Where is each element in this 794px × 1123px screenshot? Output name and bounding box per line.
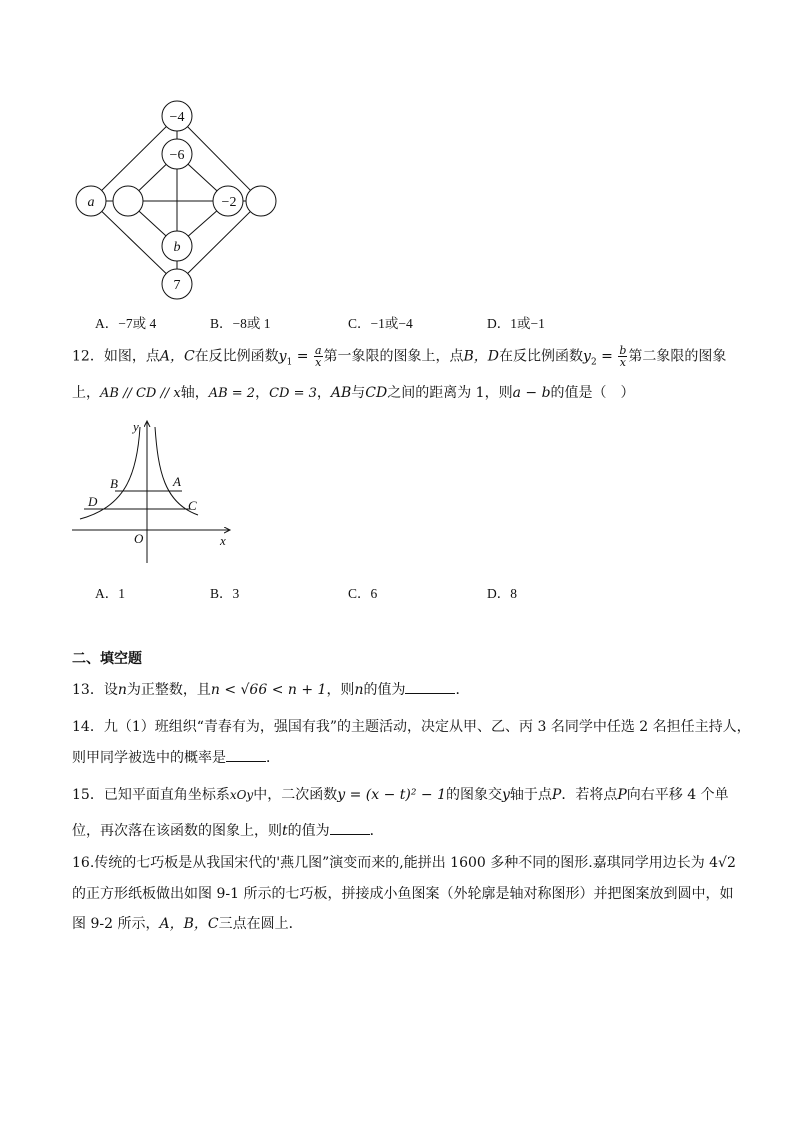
q11-option-b[interactable]: B．−8或 1 [210, 316, 271, 331]
q13-text: 的值为 [363, 682, 406, 698]
frac-den: x [619, 356, 626, 369]
comma: ， [255, 385, 270, 401]
q12-option-d[interactable]: D．8 [487, 586, 517, 601]
node-top-label: −4 [169, 110, 185, 125]
equals: = [292, 348, 313, 365]
points-b-d: B，D [463, 348, 500, 365]
label-b: B [110, 476, 118, 491]
q16-line2: 的正方形纸板做出如图 9-1 所示的七巧板，拼接成小鱼图案（外轮廓是轴对称图形）并把图案放到圆中，如 [72, 886, 734, 902]
q14-line2 [72, 747, 280, 768]
q12-text: 第二象限的图象 [628, 348, 727, 365]
period: ． [455, 682, 470, 698]
sub-1: 1 [286, 357, 293, 368]
frac-num: a [314, 344, 322, 357]
q11-number-diagram [70, 100, 285, 300]
q15-text: 向右平移 4 个单 [626, 787, 729, 803]
q12-text: 12．如图，点 [72, 348, 160, 365]
period: ． [266, 750, 280, 766]
q12-text: 轴， [180, 385, 209, 401]
var-t: t [282, 823, 288, 839]
label-d: D [88, 494, 98, 509]
q13-text: ，则 [326, 682, 355, 698]
q12-text: 在反比例函数 [194, 348, 279, 365]
q16-line3 [72, 914, 303, 934]
label-o: O [134, 531, 144, 546]
node-upper-label: −6 [169, 148, 185, 163]
node-right-outer [246, 186, 276, 216]
inequality: n < √66 < n + 1 [210, 682, 327, 698]
q16-line1: 16.传统的七巧板是从我国宋代的'燕几图”演变而来的,能拼出 1600 多种不同的图形.嘉琪同学用边长为 4√2 [72, 855, 736, 871]
q12-text: 的值是（ ） [550, 385, 635, 401]
point-p: P [551, 787, 562, 803]
q13-text: 13．设 [72, 682, 118, 698]
q15-text: 中，二次函数 [253, 787, 338, 803]
q12-option-c[interactable]: C．6 [348, 586, 378, 601]
node-bottom-label: 7 [173, 278, 181, 293]
q16-text: 三点在圆上． [218, 916, 303, 932]
segment-cd: CD [365, 385, 388, 401]
period: ． [369, 823, 384, 839]
section-heading: 二、填空题 [72, 651, 142, 667]
q12-text: 在反比例函数 [499, 348, 584, 365]
label-a: A [173, 474, 181, 489]
q13-answer-blank[interactable] [405, 679, 455, 694]
q13 [72, 679, 469, 700]
q15-text: 轴于点 [509, 787, 552, 803]
var-y2: y [583, 348, 591, 365]
q16-text: 图 9-2 所示， [72, 916, 160, 932]
points-abc: A，B，C [159, 916, 219, 932]
q12-text: 上， [72, 385, 100, 401]
var-y1: y [278, 348, 287, 365]
q14-answer-blank[interactable] [226, 747, 266, 762]
q12-text: 与 [351, 385, 366, 401]
q12-text: 之间的距离为 1，则 [387, 385, 513, 401]
frac-den: x [315, 356, 322, 369]
fraction-a-over-x [314, 345, 323, 368]
q15-text: 的图象交 [446, 787, 502, 803]
sub-2: 2 [590, 357, 597, 368]
var-n: n [354, 682, 364, 698]
q12-line1 [72, 345, 726, 372]
q12-option-b[interactable]: B．3 [210, 586, 240, 601]
equals: = [596, 348, 618, 365]
coord-system: xOy [229, 788, 254, 802]
q15-answer-blank[interactable] [330, 820, 370, 835]
fraction-b-over-x [618, 345, 627, 368]
q14-text: 则甲同学被选中的概率是 [72, 750, 226, 766]
node-right-inner-label: −2 [221, 195, 237, 210]
q15-text: ．若将点 [561, 787, 618, 803]
q14-line1: 14．九（1）班组织“青春有为，强国有我”的主题活动，决定从甲、乙、丙 3 名同学中任选 2 名担任主持人， [72, 719, 751, 735]
q12-hyperbola-graph [70, 415, 240, 565]
q11-option-d[interactable]: D．1或−1 [487, 316, 545, 331]
comma: ， [316, 385, 331, 401]
label-c: C [188, 498, 197, 513]
segment-ab: AB [330, 385, 352, 401]
a-minus-b: a − b [512, 385, 551, 401]
q11-option-c[interactable]: C．−1或−4 [348, 316, 413, 331]
point-p: P [617, 787, 627, 803]
cd-length: CD = 3 [269, 386, 317, 401]
ab-length: AB = 2 [208, 386, 256, 401]
quadratic-function: y = (x − t)² − 1 [337, 787, 446, 803]
q12-line2 [72, 383, 635, 404]
label-y: y [133, 419, 139, 434]
q13-text: 为正整数，且 [126, 682, 211, 698]
q15-text: 的值为 [287, 823, 330, 839]
frac-num: b [619, 344, 627, 357]
node-left-outer-label: a [87, 195, 95, 210]
var-n: n [117, 682, 127, 698]
parallel-expr: AB // CD // x [100, 386, 181, 401]
q15-text: 15．已知平面直角坐标系 [72, 787, 230, 803]
q15-text: 位，再次落在该函数的图象上，则 [72, 823, 282, 839]
node-lower-label: b [173, 240, 181, 255]
node-left-inner [113, 186, 143, 216]
q12-text: 第一象限的图象上，点 [323, 348, 464, 365]
q12-option-a[interactable]: A．1 [95, 586, 125, 601]
label-x: x [220, 533, 226, 548]
q15-line1 [72, 785, 729, 805]
points-a-c: A，C [159, 348, 195, 365]
q15-line2 [72, 820, 384, 841]
var-y: y [502, 787, 510, 803]
q11-option-a[interactable]: A．−7或 4 [95, 316, 157, 331]
